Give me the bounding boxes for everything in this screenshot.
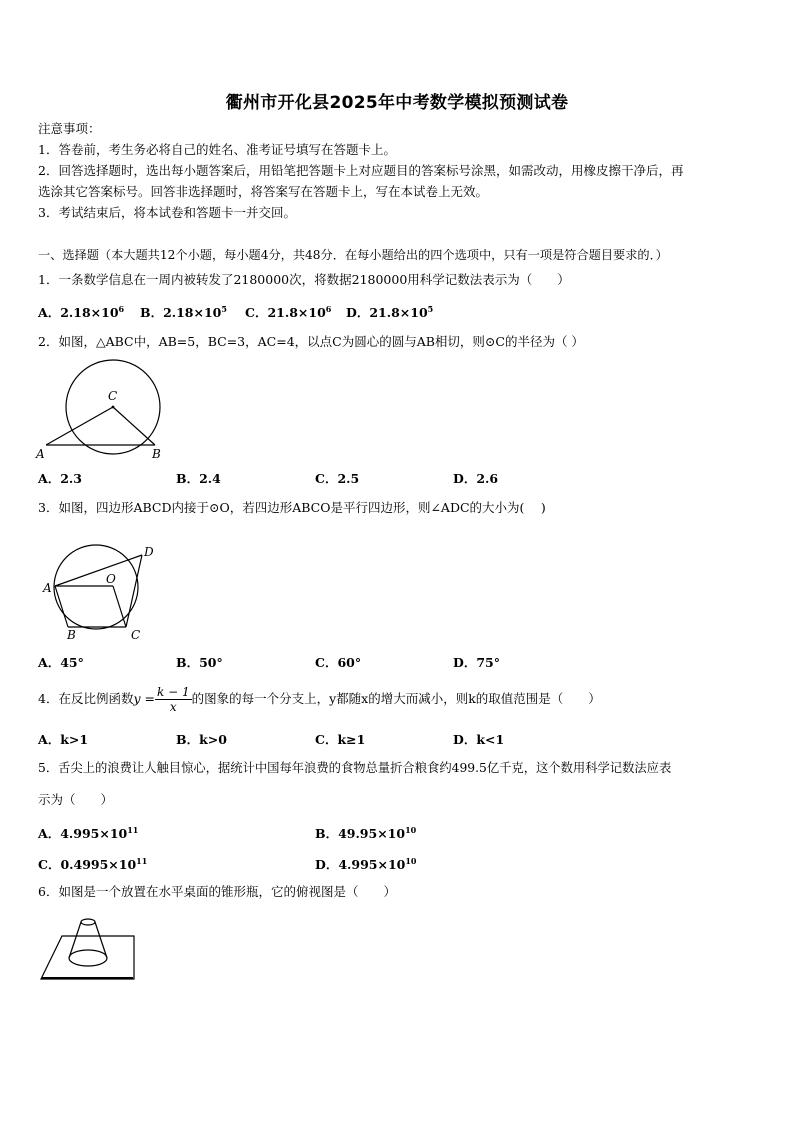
q2-stem: 2．如图，△ABC中，AB=5，BC=3，AC=4，以点C为圆心的圆与AB相切，则⊙C的半径为（ ） — [38, 334, 584, 349]
q1-option-a[interactable]: A．$2.18\times 10^6$ — [38, 304, 125, 320]
q5-option-d[interactable]: D．$4.995\times 10^{10}$ — [315, 856, 417, 872]
q3-label-a: A — [43, 581, 52, 595]
q2-option-d[interactable]: D．2.6 — [453, 471, 499, 486]
q2-option-a[interactable]: A．2.3 — [38, 471, 82, 486]
q3-segment-ab — [55, 586, 68, 627]
q3-circle — [54, 545, 138, 629]
q2-option-b[interactable]: B．2.4 — [176, 471, 221, 486]
q2-option-c[interactable]: C．2.5 — [315, 471, 360, 486]
q6-stem: 6．如图是一个放置在水平桌面的锥形瓶，它的俯视图是（ ） — [38, 884, 396, 899]
q4-option-d[interactable]: D．k<1 — [453, 732, 505, 747]
q1-stem: 1．一条数学信息在一周内被转发了2180000次，将数据2180000用科学记数法表示为（ ） — [38, 272, 570, 287]
q3-label-o: O — [106, 572, 116, 586]
q3-label-d: D — [144, 545, 154, 559]
notice-heading: 注意事项： — [38, 121, 101, 136]
q6-figure — [38, 912, 142, 984]
q3-option-a[interactable]: A．45° — [38, 655, 84, 670]
q5-option-a[interactable]: A．$4.995\times 10^{11}$ — [38, 825, 139, 841]
q3-option-c[interactable]: C．60° — [315, 655, 362, 670]
q2-figure — [34, 352, 174, 464]
q2-center-point — [112, 406, 115, 409]
notice-item-2: 2．回答选择题时，选出每小题答案后，用铅笔把答题卡上对应题目的答案标号涂黑，如需改动，用橡皮擦干净后，再 — [38, 163, 684, 178]
q1-option-d[interactable]: D．$21.8\times 10^5$ — [346, 304, 434, 320]
notice-item-2-cont: 选涂其它答案标号。回答非选择题时，将答案写在答题卡上，写在本试卷上无效。 — [38, 184, 489, 199]
q3-figure — [38, 540, 168, 644]
q3-stem: 3．如图，四边形ABCD内接于⊙O，若四边形ABCO是平行四边形，则∠ADC的大小为( ) — [38, 500, 546, 515]
q4-fraction: $\frac{k - 1}{x}$ — [156, 685, 190, 714]
section-heading: 一、选择题（本大题共12个小题，每小题4分，共48分．在每小题给出的四个选项中，只有一项是符合题目要求的．） — [38, 248, 668, 262]
q4-option-c[interactable]: C．k≥1 — [315, 732, 366, 747]
q5-stem: 5．舌尖上的浪费让人触目惊心，据统计中国每年浪费的食物总量折合粮食约499.5亿千克，这个数用科学记数法应表 — [38, 761, 672, 775]
q3-segment-co — [113, 586, 126, 627]
page-title: 衢州市开化县2025年中考数学模拟预测试卷 — [225, 93, 569, 113]
q4-stem: 4．在反比例函数y = $\frac{k - 1}{x}$ 的图象的每一个分支上，y都随x的增大而减小，则k的取值范围是（ ） — [38, 685, 601, 714]
q1-option-c[interactable]: C．$21.8\times 10^6$ — [245, 304, 332, 320]
q2-label-a: A — [36, 447, 45, 461]
q2-segment-bc — [113, 407, 155, 445]
q3-segment-dc — [126, 555, 142, 627]
q1-option-b[interactable]: B．$2.18\times 10^5$ — [140, 304, 227, 320]
notice-item-3: 3．考试结束后，将本试卷和答题卡一并交回。 — [38, 205, 296, 220]
q5-option-b[interactable]: B．$49.95\times 10^{10}$ — [315, 825, 417, 841]
q4-option-a[interactable]: A．k>1 — [38, 732, 89, 747]
q2-label-b: B — [152, 447, 161, 461]
q6-flask-mouth — [81, 919, 95, 925]
q3-option-b[interactable]: B．50° — [176, 655, 223, 670]
q2-label-c: C — [108, 389, 118, 403]
notice-item-1: 1．答卷前，考生务必将自己的姓名、准考证号填写在答题卡上。 — [38, 142, 396, 157]
q4-option-b[interactable]: B．k>0 — [176, 732, 227, 747]
q6-flask-base — [69, 950, 107, 966]
q3-label-b: B — [67, 628, 76, 642]
q3-option-d[interactable]: D．75° — [453, 655, 500, 670]
q3-label-c: C — [131, 628, 141, 642]
q5-option-c[interactable]: C．$0.4995\times 10^{11}$ — [38, 856, 148, 872]
q3-segment-ad — [55, 555, 142, 586]
q5-stem-cont: 示为（ ） — [38, 792, 114, 807]
